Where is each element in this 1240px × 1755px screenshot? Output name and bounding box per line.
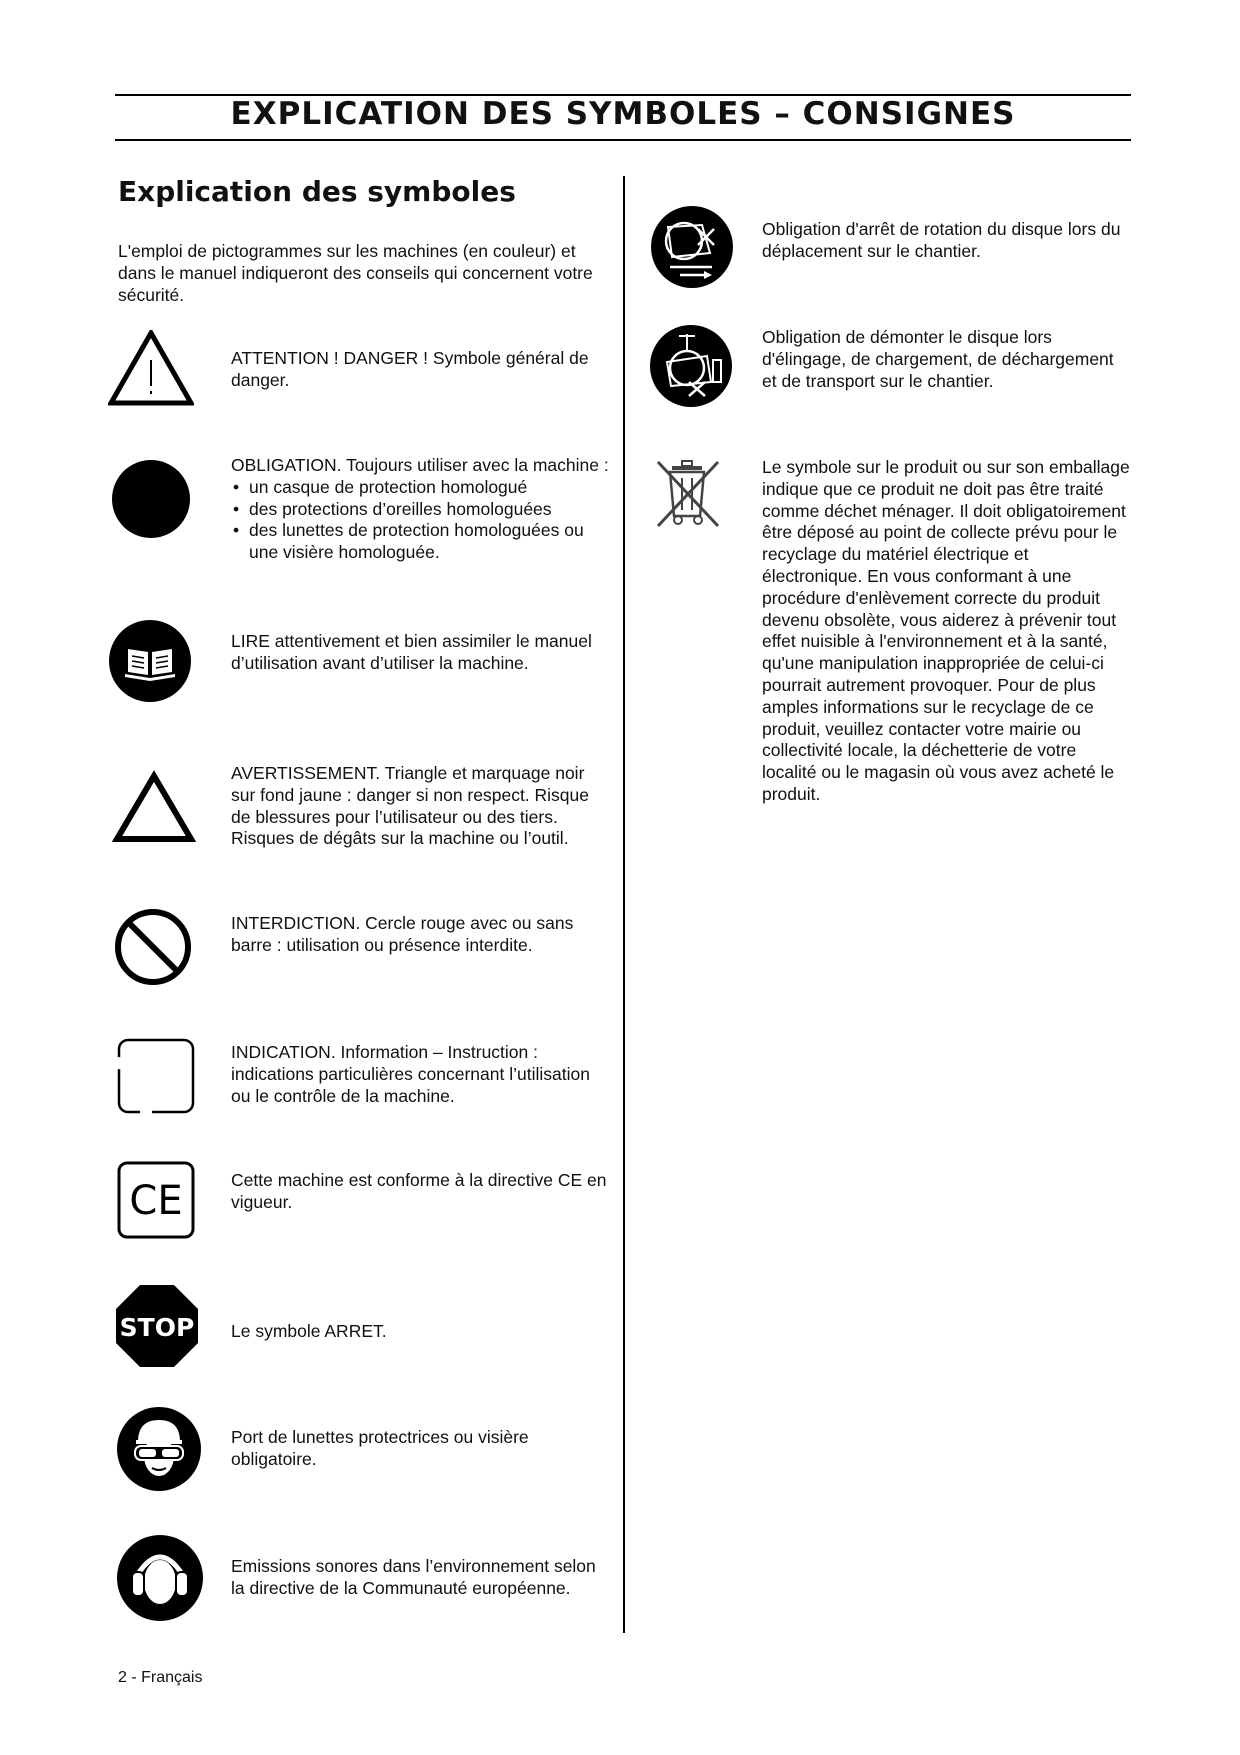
indication-icon (116, 1037, 196, 1115)
symbol-description: Le symbole sur le produit ou sur son emballage indique que ce produit ne doit pas être traité comme déchet ménager. Il doit obligatoirement être déposé au point de collecte prévu pour le recyclage du matériel électrique et électronique. En vous conformant à une procédure d'enlèvement correcte du produit devenu obsolète, vous aiderez à prévenir tout effet nuisible à l'environnement et à la santé, qu'une manipulation inappropriée de celui-ci pourrait autrement provoquer. Pour de plus amples informations sur le recyclage de ce produit, veuillez contacter votre mairie ou collectivité locale, la déchetterie de votre localité ou le magasin où vous avez acheté le produit. (762, 457, 1130, 804)
section-title: Explication des symboles (118, 175, 516, 208)
symbol-description: Le symbole ARRET. (231, 1321, 387, 1341)
page-title: EXPLICATION DES SYMBOLES – CONSIGNES (230, 96, 1016, 132)
symbol-description: Emissions sonores dans l’environnement selon la directive de la Communauté européenne. (231, 1556, 596, 1598)
obligation-description (231, 455, 611, 564)
symbol-description: Cette machine est conforme à la directive CE en vigueur. (231, 1170, 607, 1212)
list-item: • des lunettes de protection homologuées ou une visière homologuée. (231, 520, 611, 564)
symbol-description: INTERDICTION. Cercle rouge avec ou sans barre : utilisation ou présence interdite. (231, 913, 574, 955)
weee-recycling-icon (652, 458, 728, 530)
read-manual-icon (108, 619, 192, 703)
stop-disc-rotation-icon (650, 205, 734, 289)
stop-icon (114, 1283, 200, 1369)
prohibition-icon (113, 907, 193, 987)
ear-protection-icon (116, 1534, 204, 1622)
symbol-description: Obligation d'arrêt de rotation du disque lors du déplacement sur le chantier. (762, 219, 1121, 261)
ce-mark-icon (116, 1160, 196, 1240)
stop-label: STOP (119, 1313, 195, 1342)
intro-text: L'emploi de pictogrammes sur les machines (en couleur) et dans le manuel indiqueront des conseils qui concernent votre sécurité. (118, 241, 593, 305)
list-item: • des protections d’oreilles homologuées (231, 499, 611, 521)
header-bottom-rule (115, 139, 1131, 141)
symbol-description: Obligation de démonter le disque lors d'élingage, de chargement, de déchargement et de transport sur le chantier. (762, 327, 1114, 391)
page-footer: 2 - Français (118, 1669, 203, 1686)
eye-protection-icon (116, 1406, 202, 1492)
symbol-description: LIRE attentivement et bien assimiler le manuel d’utilisation avant d’utiliser la machine. (231, 631, 592, 673)
warning-triangle-icon (112, 770, 196, 844)
obligation-list (231, 477, 611, 564)
remove-disc-icon (649, 324, 733, 408)
symbol-description: INDICATION. Information – Instruction : indications particulières concernant l’utilisation ou le contrôle de la machine. (231, 1042, 590, 1106)
warning-danger-icon (108, 330, 194, 406)
symbol-description: AVERTISSEMENT. Triangle et marquage noir sur fond jaune : danger si non respect. Risque de blessures pour l’utilisateur ou des tiers. Risques de dégâts sur la machine ou l’outil. (231, 763, 589, 849)
obligation-intro: OBLIGATION. Toujours utiliser avec la machine : (231, 455, 609, 475)
symbol-description: Port de lunettes protectrices ou visière obligatoire. (231, 1427, 529, 1469)
column-divider (623, 176, 625, 1633)
list-item: • un casque de protection homologué (231, 477, 611, 499)
ce-label: CE (129, 1178, 183, 1224)
obligation-icon (111, 459, 191, 539)
symbol-description: ATTENTION ! DANGER ! Symbole général de danger. (231, 348, 589, 390)
